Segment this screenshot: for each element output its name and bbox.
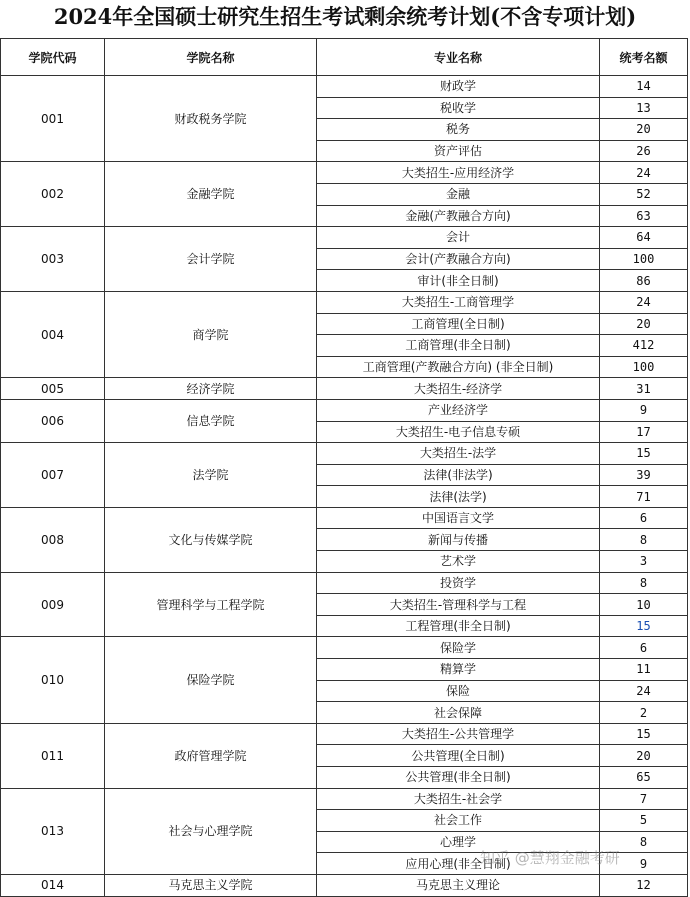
table-row — [1, 507, 688, 529]
quota-cell: 24 — [600, 680, 688, 702]
table-row — [1, 723, 688, 745]
college-code-cell: 009 — [1, 572, 105, 637]
college-code-cell: 004 — [1, 291, 105, 377]
major-name-cell: 大类招生-经济学 — [317, 378, 600, 400]
quota-cell: 9 — [600, 399, 688, 421]
college-code-cell: 003 — [1, 227, 105, 292]
quota-cell: 52 — [600, 183, 688, 205]
table-row — [1, 399, 688, 421]
table-row — [1, 788, 688, 810]
table-row — [1, 291, 688, 313]
table-row — [1, 637, 688, 659]
major-name-cell: 工商管理(全日制) — [317, 313, 600, 335]
major-name-cell: 艺术学 — [317, 551, 600, 573]
table-row — [1, 227, 688, 249]
major-name-cell: 审计(非全日制) — [317, 270, 600, 292]
header-major-name: 专业名称 — [317, 39, 600, 76]
major-name-cell: 会计(产教融合方向) — [317, 248, 600, 270]
table-row — [1, 76, 688, 98]
quota-cell: 100 — [600, 248, 688, 270]
document-title: 2024年全国硕士研究生招生考试剩余统考计划(不含专项计划) — [53, 4, 637, 29]
quota-cell: 26 — [600, 140, 688, 162]
major-name-cell: 应用心理(非全日制) — [317, 853, 600, 875]
college-name-cell: 文化与传媒学院 — [105, 507, 317, 572]
major-name-cell: 中国语言文学 — [317, 507, 600, 529]
major-name-cell: 社会保障 — [317, 702, 600, 724]
college-name-cell: 财政税务学院 — [105, 76, 317, 162]
college-code-cell: 002 — [1, 162, 105, 227]
college-code-cell: 010 — [1, 637, 105, 723]
quota-cell: 13 — [600, 97, 688, 119]
quota-cell: 5 — [600, 810, 688, 832]
college-name-cell: 法学院 — [105, 443, 317, 508]
quota-cell: 24 — [600, 162, 688, 184]
quota-cell: 10 — [600, 594, 688, 616]
major-name-cell: 税务 — [317, 119, 600, 141]
quota-cell: 3 — [600, 551, 688, 573]
major-name-cell: 工商管理(非全日制) — [317, 335, 600, 357]
quota-cell: 17 — [600, 421, 688, 443]
major-name-cell: 大类招生-社会学 — [317, 788, 600, 810]
major-name-cell: 税收学 — [317, 97, 600, 119]
quota-cell: 8 — [600, 529, 688, 551]
college-name-cell: 管理科学与工程学院 — [105, 572, 317, 637]
quota-cell: 31 — [600, 378, 688, 400]
major-name-cell: 大类招生-应用经济学 — [317, 162, 600, 184]
quota-cell: 7 — [600, 788, 688, 810]
quota-cell: 100 — [600, 356, 688, 378]
college-name-cell: 经济学院 — [105, 378, 317, 400]
quota-table — [0, 38, 688, 897]
major-name-cell: 资产评估 — [317, 140, 600, 162]
quota-cell: 20 — [600, 313, 688, 335]
quota-cell: 20 — [600, 119, 688, 141]
quota-cell: 71 — [600, 486, 688, 508]
college-code-cell: 008 — [1, 507, 105, 572]
major-name-cell: 保险 — [317, 680, 600, 702]
college-code-cell: 007 — [1, 443, 105, 508]
major-name-cell: 工商管理(产教融合方向) (非全日制) — [317, 356, 600, 378]
quota-cell: 39 — [600, 464, 688, 486]
quota-cell: 64 — [600, 227, 688, 249]
table-row — [1, 443, 688, 465]
quota-cell: 12 — [600, 874, 688, 896]
major-name-cell: 金融(产教融合方向) — [317, 205, 600, 227]
college-name-cell: 社会与心理学院 — [105, 788, 317, 874]
major-name-cell: 新闻与传播 — [317, 529, 600, 551]
header-college-name: 学院名称 — [105, 39, 317, 76]
table-row — [1, 874, 688, 896]
college-code-cell: 001 — [1, 76, 105, 162]
college-name-cell: 马克思主义学院 — [105, 874, 317, 896]
college-name-cell: 保险学院 — [105, 637, 317, 723]
table-row — [1, 572, 688, 594]
major-name-cell: 公共管理(全日制) — [317, 745, 600, 767]
quota-cell: 2 — [600, 702, 688, 724]
major-name-cell: 大类招生-工商管理学 — [317, 291, 600, 313]
major-name-cell: 财政学 — [317, 76, 600, 98]
major-name-cell: 社会工作 — [317, 810, 600, 832]
table-row — [1, 162, 688, 184]
major-name-cell: 大类招生-公共管理学 — [317, 723, 600, 745]
college-code-cell: 005 — [1, 378, 105, 400]
quota-cell: 8 — [600, 831, 688, 853]
quota-cell: 6 — [600, 507, 688, 529]
quota-cell: 24 — [600, 291, 688, 313]
major-name-cell: 法律(非法学) — [317, 464, 600, 486]
major-name-cell: 心理学 — [317, 831, 600, 853]
quota-cell: 86 — [600, 270, 688, 292]
table-body — [1, 76, 688, 897]
major-name-cell: 会计 — [317, 227, 600, 249]
college-name-cell: 商学院 — [105, 291, 317, 377]
major-name-cell: 精算学 — [317, 659, 600, 681]
quota-cell: 8 — [600, 572, 688, 594]
major-name-cell: 大类招生-电子信息专硕 — [317, 421, 600, 443]
quota-cell: 63 — [600, 205, 688, 227]
college-name-cell: 信息学院 — [105, 399, 317, 442]
quota-cell: 11 — [600, 659, 688, 681]
major-name-cell: 金融 — [317, 183, 600, 205]
table-row — [1, 378, 688, 400]
major-name-cell: 保险学 — [317, 637, 600, 659]
header-college-code: 学院代码 — [1, 39, 105, 76]
watermark: 知乎 @慧翔金融考研 — [480, 849, 620, 867]
college-name-cell: 会计学院 — [105, 227, 317, 292]
college-code-cell: 014 — [1, 874, 105, 896]
quota-cell: 20 — [600, 745, 688, 767]
major-name-cell: 工程管理(非全日制) — [317, 615, 600, 637]
college-code-cell: 011 — [1, 723, 105, 788]
quota-cell: 6 — [600, 637, 688, 659]
major-name-cell: 大类招生-法学 — [317, 443, 600, 465]
quota-cell: 15 — [600, 723, 688, 745]
quota-cell: 65 — [600, 767, 688, 789]
major-name-cell: 投资学 — [317, 572, 600, 594]
quota-cell: 14 — [600, 76, 688, 98]
college-code-cell: 006 — [1, 399, 105, 442]
table-header-row — [1, 39, 688, 76]
major-name-cell: 大类招生-管理科学与工程 — [317, 594, 600, 616]
major-name-cell: 法律(法学) — [317, 486, 600, 508]
major-name-cell: 马克思主义理论 — [317, 874, 600, 896]
header-quota: 统考名额 — [600, 39, 688, 76]
college-code-cell: 013 — [1, 788, 105, 874]
quota-cell: 412 — [600, 335, 688, 357]
quota-cell: 9 — [600, 853, 688, 875]
quota-cell: 15 — [600, 615, 688, 637]
college-name-cell: 金融学院 — [105, 162, 317, 227]
college-name-cell: 政府管理学院 — [105, 723, 317, 788]
quota-cell: 15 — [600, 443, 688, 465]
major-name-cell: 公共管理(非全日制) — [317, 767, 600, 789]
major-name-cell: 产业经济学 — [317, 399, 600, 421]
